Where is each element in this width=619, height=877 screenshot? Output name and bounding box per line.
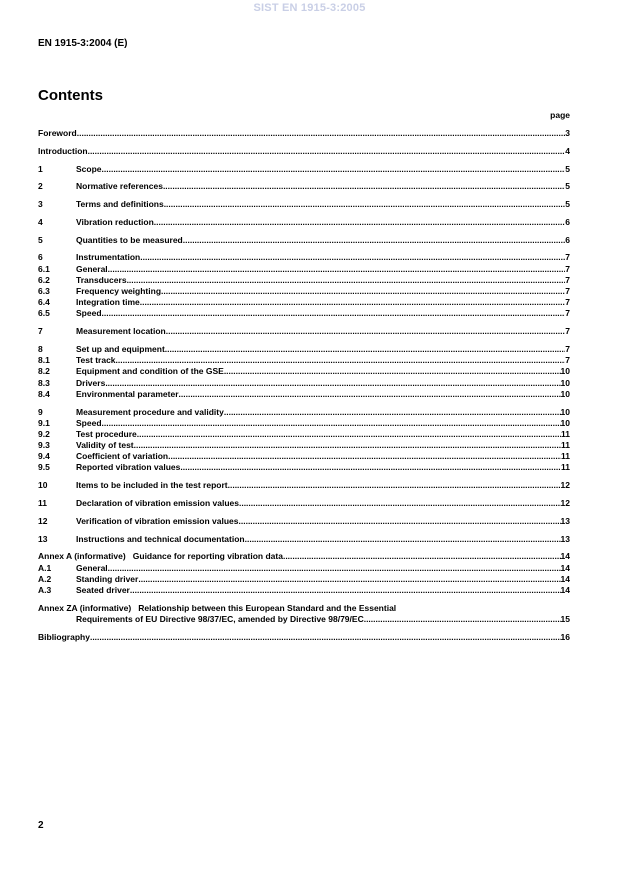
toc-entry-title: Annex A (informative) Guidance for reporting vibration data (38, 551, 283, 562)
toc-entry[interactable] (38, 344, 570, 355)
toc-entry-annex-za-line2[interactable] (38, 614, 570, 625)
toc-entry-title: Environmental parameter (76, 388, 179, 399)
toc-entry[interactable] (38, 498, 570, 509)
toc-leader-dots (179, 389, 561, 400)
toc-leader-dots (228, 480, 561, 491)
toc-entry-page: 14 (560, 562, 570, 573)
toc-entry[interactable] (38, 462, 570, 473)
toc-entry[interactable] (38, 286, 570, 297)
toc-entry[interactable] (38, 632, 570, 643)
toc-entry-title: Integration time (76, 297, 140, 308)
toc-entry-title: Validity of test (76, 440, 134, 451)
toc-leader-dots (102, 308, 566, 319)
toc-entry[interactable] (38, 563, 570, 574)
toc-entry-page: 11 (561, 440, 570, 451)
toc-entry-number: 6.1 (38, 263, 50, 274)
toc-entry-page: 12 (560, 498, 570, 508)
toc-leader-dots (239, 516, 561, 527)
toc-leader-dots (364, 614, 561, 625)
toc-entry-title: General (76, 263, 108, 274)
toc-leader-dots (163, 181, 565, 192)
toc-entry[interactable] (38, 252, 570, 263)
toc-entry-number: 8.4 (38, 388, 50, 399)
toc-entry-title: Standing driver (76, 573, 139, 584)
toc-leader-dots (239, 498, 561, 509)
toc-entry-page: 6 (565, 234, 570, 245)
toc-entry[interactable] (38, 128, 570, 139)
toc-leader-dots (77, 128, 566, 139)
toc-entry-page: 11 (561, 451, 570, 462)
toc-entry-page: 12 (560, 480, 570, 491)
toc-entry[interactable] (38, 355, 570, 366)
toc-entry-page: 13 (560, 533, 570, 544)
toc-entry[interactable] (38, 217, 570, 228)
toc-entry-number: 9.5 (38, 462, 50, 473)
toc-entry-number: 11 (38, 498, 47, 508)
toc-leader-dots (108, 264, 566, 275)
page-title: Contents (38, 87, 103, 104)
toc-entry-page: 3 (565, 128, 570, 138)
toc-entry-title: Instructions and technical documentation (76, 533, 245, 544)
toc-entry-number: 6.2 (38, 274, 50, 285)
toc-entry-title: Reported vibration values (76, 462, 181, 473)
toc-entry-title: Annex ZA (informative) Relationship between this European Standard and the Essential (38, 602, 397, 613)
toc-leader-dots (154, 217, 565, 228)
toc-entry[interactable] (38, 480, 570, 491)
toc-entry-page: 5 (565, 163, 570, 174)
table-of-contents (38, 128, 570, 643)
toc-entry-page: 7 (565, 252, 570, 263)
toc-entry[interactable] (38, 389, 570, 400)
toc-entry-page: 16 (560, 631, 570, 642)
toc-entry-number: 9.4 (38, 451, 50, 462)
toc-entry-page: 6 (565, 216, 570, 227)
toc-leader-dots (88, 146, 566, 157)
toc-entry-number: 6 (38, 252, 43, 263)
toc-leader-dots (116, 355, 566, 366)
toc-leader-dots (166, 326, 566, 337)
toc-entry-title: Introduction (38, 145, 88, 156)
toc-entry-title: Speed (76, 308, 102, 319)
toc-leader-dots (283, 551, 561, 562)
toc-entry-page: 15 (560, 613, 570, 624)
toc-leader-dots (134, 440, 561, 451)
page-column-label: page (550, 110, 570, 120)
toc-entry-title: Frequency weighting (76, 286, 162, 297)
toc-entry-number: 10 (38, 480, 48, 491)
toc-leader-dots (140, 297, 566, 308)
toc-entry[interactable] (38, 235, 570, 246)
toc-leader-dots (108, 563, 561, 574)
toc-entry-page: 10 (560, 377, 570, 388)
toc-entry-page: 5 (565, 181, 570, 192)
toc-entry-page: 10 (560, 417, 570, 428)
toc-entry-number: 6.3 (38, 286, 50, 297)
toc-entry[interactable] (38, 164, 570, 175)
toc-leader-dots (140, 252, 565, 263)
toc-entry-page: 14 (560, 584, 570, 595)
toc-entry-page: 7 (565, 286, 570, 297)
toc-entry-number: 6.5 (38, 308, 50, 319)
toc-entry[interactable] (38, 378, 570, 389)
toc-entry-page: 10 (560, 406, 570, 417)
toc-entry-number: 8.1 (38, 355, 50, 366)
toc-entry[interactable] (38, 574, 570, 585)
toc-entry-number: 3 (38, 199, 43, 210)
toc-entry-page: 10 (560, 388, 570, 399)
toc-entry[interactable] (38, 451, 570, 462)
toc-entry[interactable] (38, 516, 570, 527)
toc-entry[interactable] (38, 366, 570, 377)
toc-entry-title: Items to be included in the test report (76, 480, 228, 491)
toc-leader-dots (102, 418, 561, 429)
toc-entry-number: A.3 (38, 584, 52, 595)
toc-leader-dots (102, 164, 566, 175)
toc-entry-title: Scope (76, 163, 102, 174)
toc-leader-dots (183, 235, 566, 246)
toc-entry-title: Foreword (38, 128, 77, 138)
document-id: EN 1915-3:2004 (E) (38, 38, 128, 49)
toc-leader-dots (161, 286, 565, 297)
toc-entry-title: Bibliography (38, 631, 90, 642)
toc-entry-page: 11 (561, 428, 570, 439)
toc-entry-page: 4 (565, 145, 570, 156)
toc-leader-dots (245, 534, 561, 545)
toc-entry-page: 13 (560, 515, 570, 526)
toc-entry-title: Quantities to be measured (76, 234, 183, 245)
toc-entry[interactable] (38, 407, 570, 418)
toc-entry[interactable] (38, 326, 570, 337)
toc-leader-dots (180, 462, 561, 473)
toc-entry-annex-za-line1[interactable] (38, 603, 570, 614)
toc-entry-page: 14 (560, 551, 570, 562)
toc-leader-dots (138, 574, 560, 585)
toc-entry-title: Terms and definitions (76, 199, 164, 210)
toc-entry-number: 8 (38, 343, 43, 354)
toc-entry-page: 7 (565, 263, 570, 274)
toc-leader-dots (224, 407, 561, 418)
toc-entry-number: 4 (38, 216, 43, 227)
toc-entry-title: Measurement location (76, 326, 166, 337)
toc-entry[interactable] (38, 418, 570, 429)
toc-leader-dots (164, 199, 566, 210)
toc-leader-dots (224, 366, 561, 377)
toc-entry-title: Test procedure (76, 428, 137, 439)
toc-entry-title: Set up and equipment (76, 343, 165, 354)
toc-entry-page: 7 (565, 308, 570, 319)
toc-entry-page: 5 (565, 199, 570, 210)
toc-entry-title: Instrumentation (76, 252, 141, 263)
toc-entry-number: 8.2 (38, 366, 50, 377)
toc-leader-dots (165, 344, 565, 355)
toc-entry-page: 11 (561, 462, 570, 473)
toc-entry-page: 7 (565, 343, 570, 354)
toc-entry-number: A.1 (38, 562, 52, 573)
toc-entry[interactable] (38, 199, 570, 210)
toc-entry[interactable] (38, 551, 570, 562)
toc-entry-page: 14 (560, 573, 570, 584)
toc-entry-title: Drivers (76, 377, 106, 388)
toc-entry-number: 6.4 (38, 297, 50, 308)
toc-leader-dots (130, 585, 561, 596)
toc-entry-title: Declaration of vibration emission values (76, 498, 239, 508)
toc-entry-title: Normative references (76, 181, 163, 192)
toc-entry-page: 7 (565, 274, 570, 285)
toc-entry[interactable] (38, 534, 570, 545)
toc-entry[interactable] (38, 585, 570, 596)
toc-entry-number: 7 (38, 326, 43, 337)
toc-entry[interactable] (38, 429, 570, 440)
toc-entry-title: Measurement procedure and validity (76, 406, 224, 417)
toc-leader-dots (105, 378, 560, 389)
toc-leader-dots (127, 275, 566, 286)
toc-entry-page: 10 (560, 366, 570, 377)
toc-entry[interactable] (38, 440, 570, 451)
toc-entry-title: Coefficient of variation (76, 451, 169, 462)
toc-entry-title: General (76, 562, 108, 573)
toc-entry-number: 9.1 (38, 417, 50, 428)
page-number: 2 (38, 820, 44, 831)
toc-entry-number: 2 (38, 181, 43, 192)
toc-entry[interactable] (38, 308, 570, 319)
toc-leader-dots (137, 429, 561, 440)
toc-entry-number: A.2 (38, 573, 52, 584)
toc-entry-number: 12 (38, 515, 48, 526)
toc-entry-page: 7 (565, 355, 570, 366)
toc-entry-title: Equipment and condition of the GSE (76, 366, 224, 377)
toc-entry-number: 5 (38, 234, 43, 245)
toc-entry-title: Test track (76, 355, 116, 366)
toc-entry[interactable] (38, 275, 570, 286)
toc-entry-page: 7 (565, 326, 570, 337)
toc-entry-number: 8.3 (38, 377, 50, 388)
toc-entry-number: 9.2 (38, 428, 50, 439)
toc-entry-title: Speed (76, 417, 102, 428)
toc-leader-dots (90, 632, 561, 643)
toc-entry-number: 13 (38, 533, 48, 544)
toc-entry[interactable] (38, 264, 570, 275)
toc-entry[interactable] (38, 181, 570, 192)
toc-entry-number: 9.3 (38, 440, 50, 451)
toc-entry[interactable] (38, 146, 570, 157)
toc-entry-title: Verification of vibration emission values (76, 515, 239, 526)
toc-entry-number: 1 (38, 163, 43, 174)
toc-entry-page: 7 (565, 297, 570, 308)
watermark: SIST EN 1915-3:2005 (253, 2, 366, 14)
toc-entry-title: Transducers (76, 274, 127, 285)
toc-entry-number: 9 (38, 406, 43, 417)
toc-entry-title: Seated driver (76, 584, 130, 595)
toc-entry-title: Vibration reduction (76, 216, 154, 227)
toc-leader-dots (168, 451, 561, 462)
toc-entry-title-continuation: Requirements of EU Directive 98/37/EC, amended by Directive 98/79/EC (76, 613, 364, 624)
toc-entry[interactable] (38, 297, 570, 308)
